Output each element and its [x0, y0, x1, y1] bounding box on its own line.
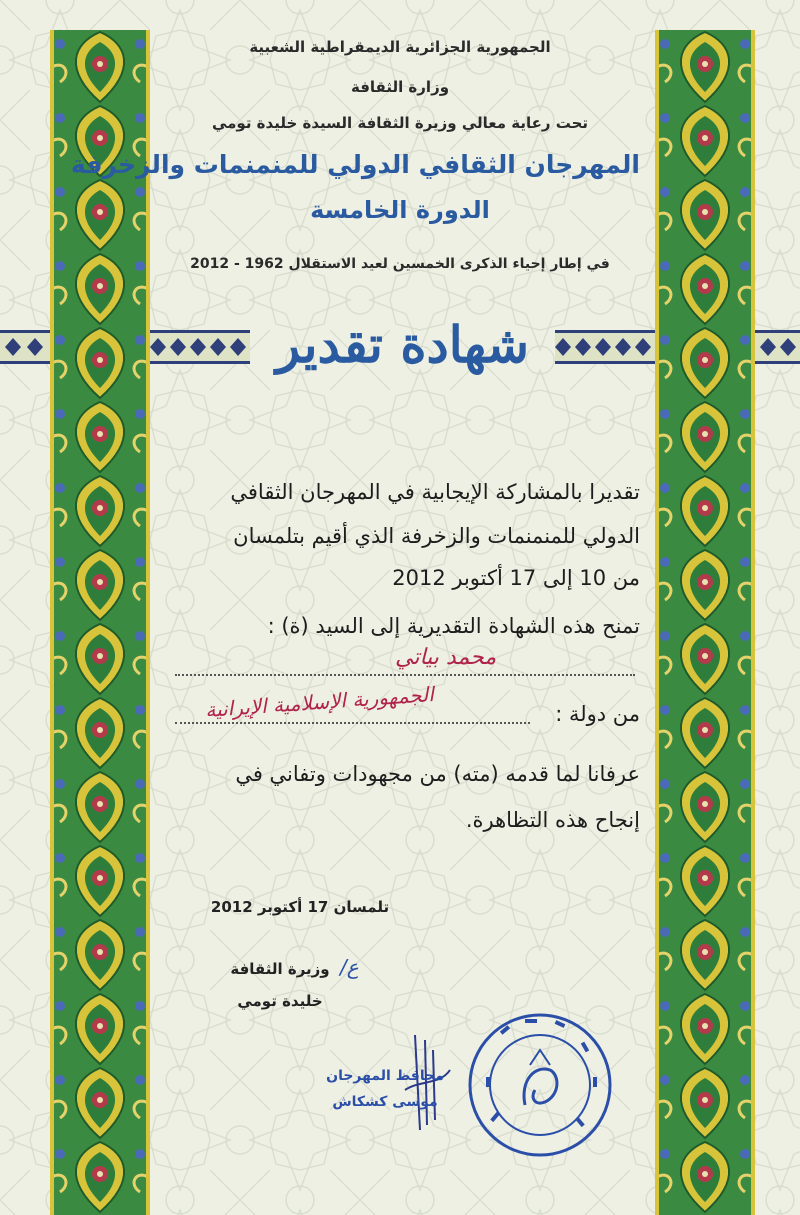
- gratitude-line-1: عرفانا لما قدمه (مته) من مجهودات وتفاني في: [235, 762, 640, 786]
- certificate-title: شهادة تقدير: [275, 315, 529, 374]
- commissioner-name: موسى كشكاش: [332, 1094, 438, 1110]
- recipient-dotted-line: [175, 674, 635, 676]
- festival-title: المهرجان الثقافي الدولي للمنمنمات والزخرفة: [70, 150, 640, 179]
- title-frieze-right: [555, 330, 655, 364]
- granted-to-label: تمنح هذه الشهادة التقديرية إلى السيد (ة) :: [267, 614, 640, 638]
- minister-prefix: ع/: [340, 955, 359, 979]
- commissioner-signature: [395, 1030, 455, 1140]
- right-ornamental-border: [655, 30, 755, 1215]
- official-stamp: [465, 1010, 615, 1160]
- recipient-name: محمد بياتي: [395, 645, 497, 670]
- country-label: من دولة :: [555, 702, 640, 726]
- title-frieze-far-left: [0, 330, 50, 364]
- minister-title: وزيرة الثقافة: [230, 960, 330, 978]
- republic-name: الجمهورية الجزائرية الديمقراطية الشعبية: [249, 38, 551, 56]
- title-frieze-far-right: [755, 330, 800, 364]
- patronage-line: تحت رعاية معالي وزيرة الثقافة السيدة خليدة تومي: [211, 114, 589, 132]
- left-ornamental-border: [50, 30, 150, 1215]
- country-name: الجمهورية الإسلامية الإيرانية: [204, 682, 435, 722]
- country-dotted-line: [175, 722, 530, 724]
- anniversary-line: في إطار إحياء الذكرى الخمسين لعيد الاستقلال 1962 - 2012: [190, 256, 610, 272]
- edition-title: الدورة الخامسة: [310, 196, 490, 224]
- title-frieze-left: [150, 330, 250, 364]
- ministry-name: وزارة الثقافة: [350, 78, 450, 96]
- commissioner-title: محافظ المهرجان: [326, 1068, 444, 1084]
- minister-name: خليدة تومي: [237, 992, 323, 1010]
- place-and-date: تلمسان 17 أكتوبر 2012: [210, 898, 390, 916]
- body-line-2: الدولي للمنمنمات والزخرفة الذي أقيم بتلمسان: [233, 524, 640, 548]
- body-line-3: من 10 إلى 17 أكتوبر 2012: [392, 566, 640, 590]
- gratitude-line-2: إنجاح هذه التظاهرة.: [465, 808, 640, 832]
- body-line-1: تقديرا بالمشاركة الإيجابية في المهرجان الثقافي: [230, 480, 640, 504]
